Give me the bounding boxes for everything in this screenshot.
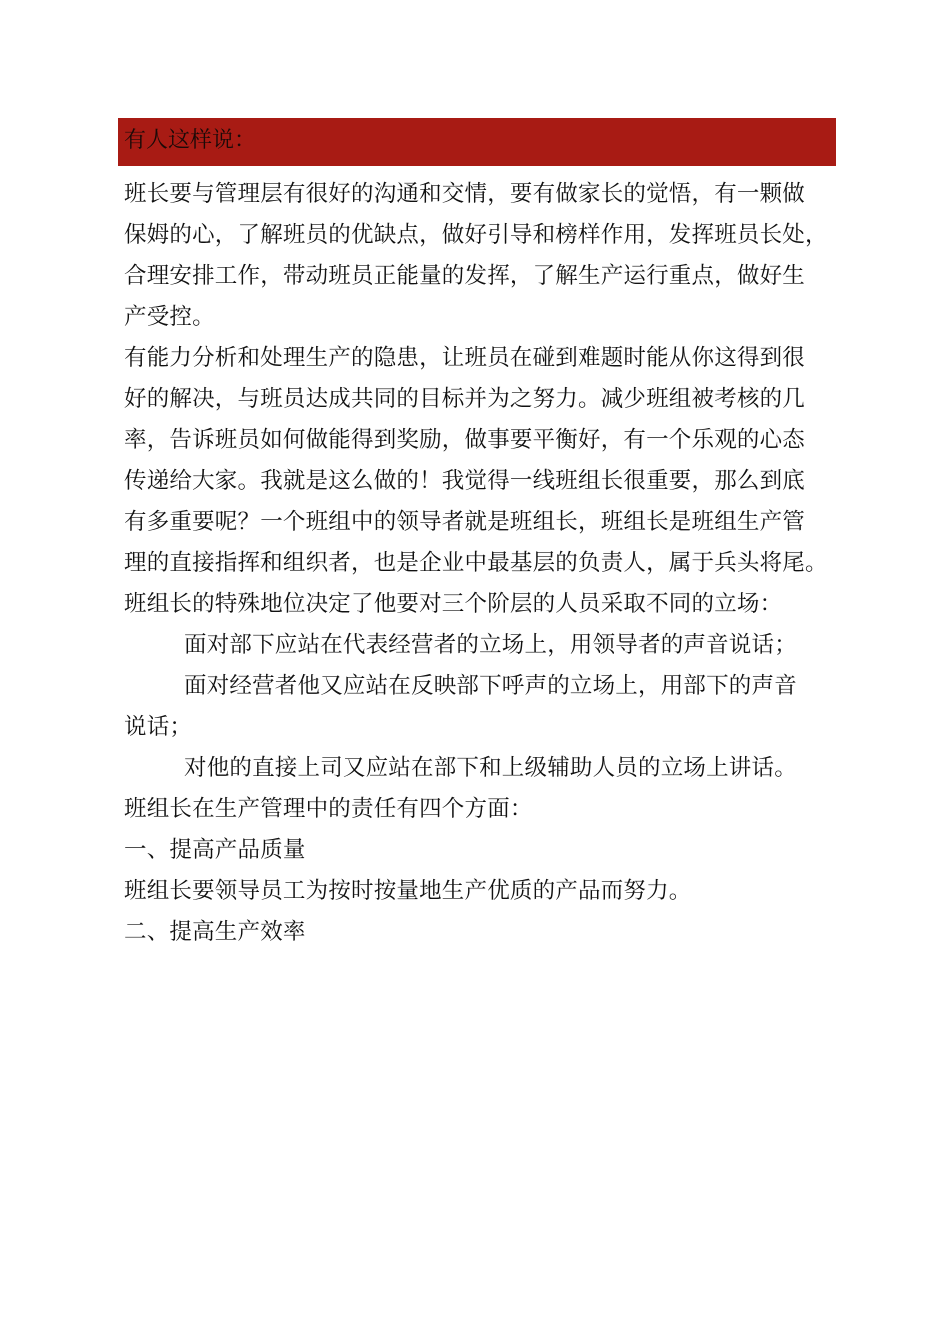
paragraph-line: 保姆的心，了解班员的优缺点，做好引导和榜样作用，发挥班员长处， <box>124 222 828 248</box>
paragraph-line: 有能力分析和处理生产的隐患，让班员在碰到难题时能从你这得到很 <box>124 345 806 371</box>
paragraph-line: 说话； <box>124 714 193 740</box>
paragraph-line: 班组长要领导员工为按时按量地生产优质的产品而努力。 <box>124 878 692 904</box>
paragraph-line: 合理安排工作，带动班员正能量的发挥，了解生产运行重点，做好生 <box>124 263 806 289</box>
paragraph-line: 率，告诉班员如何做能得到奖励，做事要平衡好，有一个乐观的心态 <box>124 427 806 453</box>
indented-line: 对他的直接上司又应站在部下和上级辅助人员的立场上讲话。 <box>184 755 797 781</box>
section-header-label: 有人这样说： <box>124 128 257 153</box>
paragraph-line: 有多重要呢？一个班组中的领导者就是班组长，班组长是班组生产管 <box>124 509 806 535</box>
indented-line: 面对经营者他又应站在反映部下呼声的立场上，用部下的声音 <box>184 673 797 699</box>
paragraph-line: 传递给大家。我就是这么做的！我觉得一线班组长很重要，那么到底 <box>124 468 806 494</box>
section-heading: 一、提高产品质量 <box>124 837 306 863</box>
document-body <box>124 174 836 953</box>
paragraph-line: 班组长的特殊地位决定了他要对三个阶层的人员采取不同的立场： <box>124 591 783 617</box>
paragraph-line: 班组长在生产管理中的责任有四个方面： <box>124 796 533 822</box>
paragraph-line: 产受控。 <box>124 304 215 330</box>
paragraph-line: 好的解决，与班员达成共同的目标并为之努力。减少班组被考核的几 <box>124 386 806 412</box>
paragraph-line: 理的直接指挥和组织者，也是企业中最基层的负责人，属于兵头将尾。 <box>124 550 828 576</box>
indented-line: 面对部下应站在代表经营者的立场上，用领导者的声音说话； <box>184 632 797 658</box>
section-heading: 二、提高生产效率 <box>124 919 306 945</box>
section-header-bar <box>118 118 836 166</box>
paragraph-line: 班长要与管理层有很好的沟通和交情，要有做家长的觉悟，有一颗做 <box>124 181 806 207</box>
